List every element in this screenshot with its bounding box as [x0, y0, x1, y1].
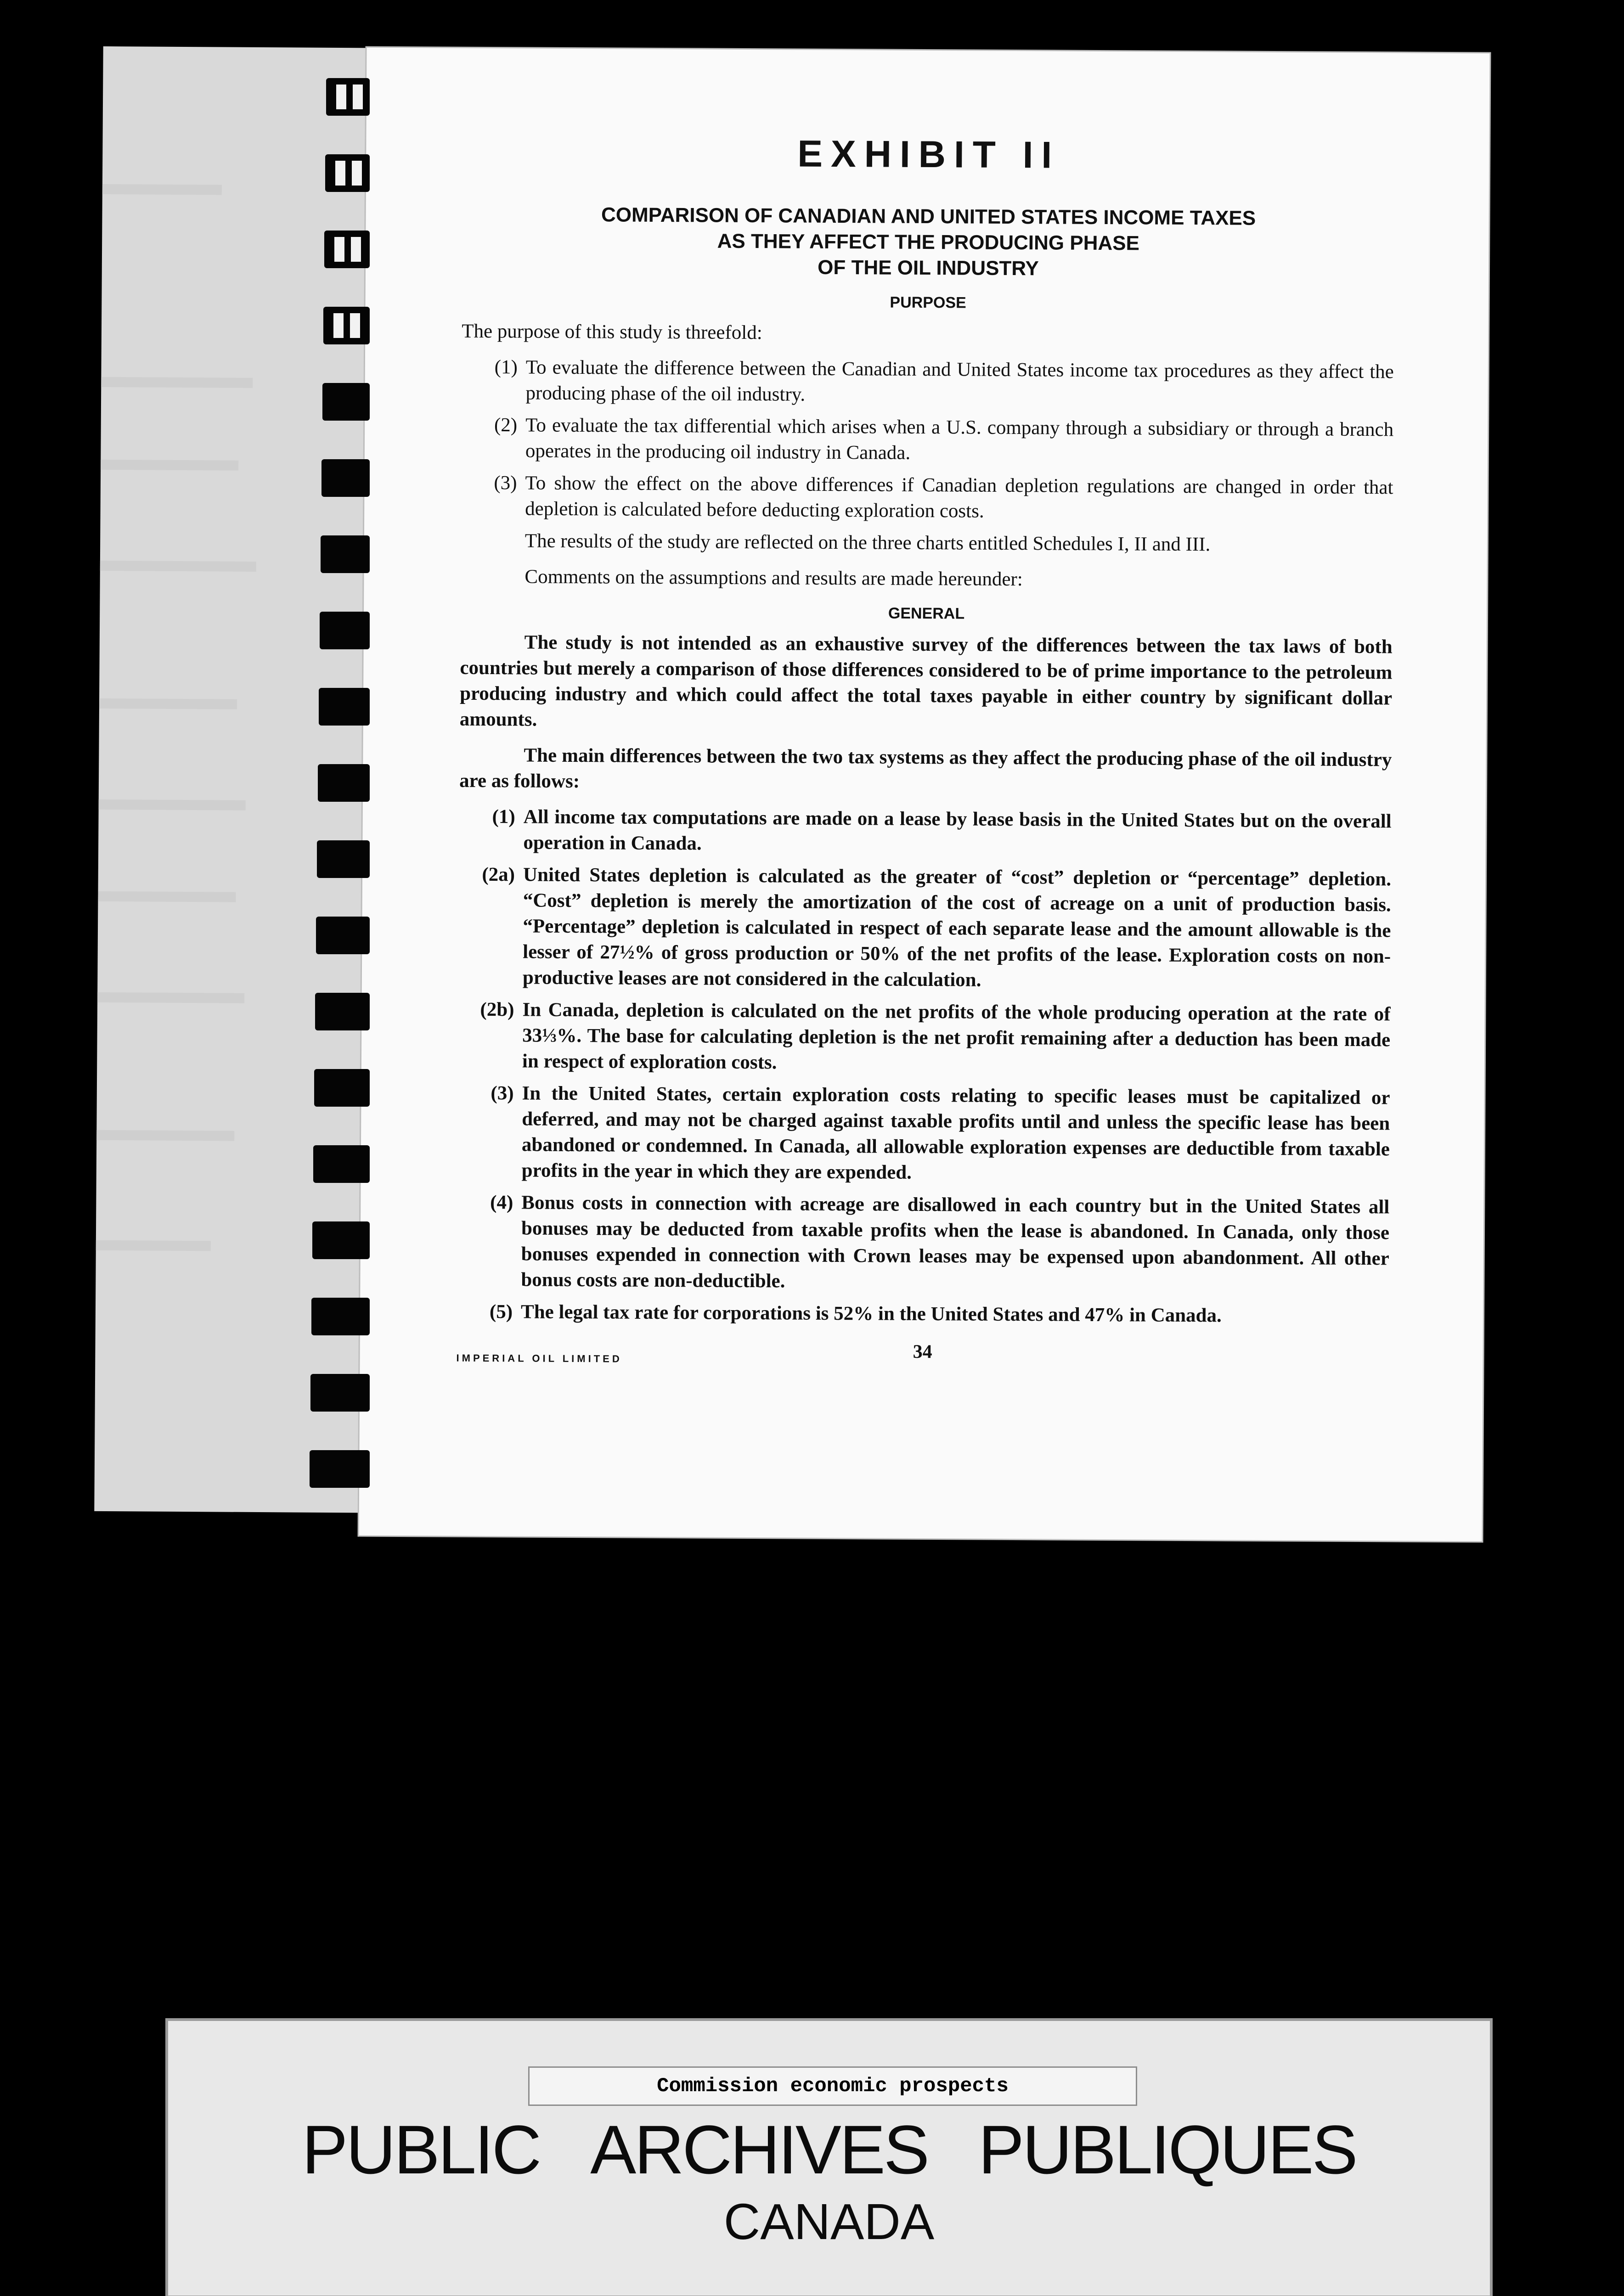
- spiral-binding: [280, 51, 386, 1520]
- item-text: All income tax computations are made on a lease by lease basis in the United States but on the overall operation in Canada.: [523, 806, 1392, 855]
- general-paragraph: The main differences between the two tax systems as they affect the producing phase of the oil industry are as follows:: [459, 744, 1392, 793]
- binding-ring: [312, 1221, 370, 1259]
- archive-title-word: PUBLIQUES: [978, 2111, 1356, 2188]
- document-page: [359, 48, 1490, 1542]
- item-number: (2b): [480, 998, 514, 1021]
- general-heading: GENERAL: [888, 604, 965, 623]
- page-number: 34: [913, 1341, 932, 1363]
- difference-item: [457, 1080, 1390, 1188]
- item-number: (5): [489, 1301, 513, 1323]
- item-text: The legal tax rate for corporations is 52% in the United States and 47% in Canada.: [520, 1301, 1222, 1327]
- item-number: (1): [492, 806, 515, 828]
- binding-ring: [320, 612, 370, 649]
- binding-ring: [324, 231, 370, 268]
- page-footer: [456, 1339, 1388, 1380]
- archive-title-word: PUBLIC: [302, 2111, 540, 2188]
- item-text: In the United States, certain exploration costs relating to specific leases must be capitalized or deferred, and may not be charged against taxable profits until and unless the specific lease has been abandoned or condemned. In Canada, all allowable exploration expenses are deductible from taxable profits in the year in which they are expended.: [521, 1082, 1390, 1183]
- archive-subtitle: CANADA: [723, 2194, 935, 2250]
- item-text: To evaluate the tax differential which arises when a U.S. company through a subsidiary or through a branch operates in the producing oil industry in Canada.: [525, 414, 1394, 464]
- purpose-item: [461, 470, 1393, 527]
- difference-item: [458, 997, 1391, 1079]
- general-paragraph: The study is not intended as an exhaustive survey of the differences between the tax laws of both countries but merely a comparison of those differences considered to be of prime importance to the petroleum producing industry and which could affect the total taxes payable in either country by significant dollar amounts.: [459, 631, 1393, 731]
- document-title-line: AS THEY AFFECT THE PRODUCING PHASE: [717, 230, 1140, 255]
- binding-ring: [318, 764, 370, 802]
- binding-ring: [311, 1298, 370, 1335]
- document-title-line: OF THE OIL INDUSTRY: [818, 256, 1039, 280]
- binding-ring: [319, 688, 370, 726]
- item-number: (3): [491, 1082, 514, 1104]
- item-number: (4): [490, 1192, 513, 1214]
- binding-ring: [321, 459, 370, 497]
- item-text: Bonus costs in connection with acreage are disallowed in each country but in the United States all bonuses may be deducted from taxable profits when the lease is abandoned. In Canada, only those bonuses expended in connection with Crown leases may be expensed upon abandonment. All other bonus costs are non-deductible.: [521, 1192, 1390, 1292]
- exhibit-title: EXHIBIT II: [797, 133, 1060, 176]
- binding-ring: [322, 383, 370, 421]
- archive-title: [165, 2110, 1493, 2189]
- item-number: (1): [494, 356, 518, 378]
- binding-ring: [325, 154, 370, 192]
- archive-card: [165, 2018, 1493, 2296]
- company-name: IMPERIAL OIL LIMITED: [456, 1352, 622, 1365]
- binding-ring: [321, 535, 370, 573]
- document-title-line: COMPARISON OF CANADIAN AND UNITED STATES INCOME TAXES: [601, 203, 1256, 230]
- binding-ring: [323, 307, 370, 344]
- binding-ring: [316, 917, 370, 954]
- binding-ring: [314, 1069, 370, 1107]
- archive-label: Commission economic prospects: [528, 2066, 1137, 2106]
- item-text: To evaluate the difference between the Canadian and United States income tax procedures as they affect the producing phase of the oil industry.: [525, 356, 1394, 405]
- results-line: The results of the study are reflected on the three charts entitled Schedules I, II and III.: [524, 530, 1211, 556]
- difference-item: [459, 804, 1392, 861]
- item-text: To show the effect on the above differences if Canadian depletion regulations are changed in order that depletion is calculated before deducting exploration costs.: [525, 472, 1393, 522]
- binding-ring: [315, 993, 370, 1030]
- binding-ring: [313, 1145, 370, 1183]
- binding-ring: [310, 1374, 370, 1412]
- item-text: United States depletion is calculated as the greater of “cost” depletion or “percentage” depletion. “Cost” depletion is merely the amortization of the cost of acreage on a unit of production basis. “Percentage” depletion is calculated in respect of each separate lease and the amount allowable is the lesser of 27½% of gross production or 50% of the net profits of the lease. Exploration costs on non-productive leases are not considered in the calculation.: [522, 864, 1392, 991]
- binding-ring: [326, 78, 370, 116]
- binding-ring: [317, 840, 370, 878]
- difference-item: [458, 862, 1391, 996]
- item-number: (3): [494, 472, 517, 494]
- page-content: [456, 131, 1395, 1380]
- binding-ring: [310, 1450, 370, 1488]
- archive-title-word: ARCHIVES: [590, 2111, 928, 2188]
- item-number: (2a): [482, 863, 515, 886]
- item-number: (2): [494, 414, 518, 436]
- difference-item: [457, 1299, 1389, 1330]
- comments-line: Comments on the assumptions and results are made hereunder:: [524, 566, 1023, 591]
- difference-item: [457, 1190, 1389, 1298]
- purpose-intro: The purpose of this study is threefold:: [462, 320, 762, 344]
- purpose-item: [461, 412, 1394, 469]
- purpose-heading: PURPOSE: [890, 293, 966, 312]
- item-text: In Canada, depletion is calculated on the net profits of the whole producing operation at the rate of 33⅓%. The base for calculating depletion is the net profit remaining after a deduction has been made in respect of exploration costs.: [522, 999, 1391, 1074]
- purpose-item: [461, 355, 1394, 411]
